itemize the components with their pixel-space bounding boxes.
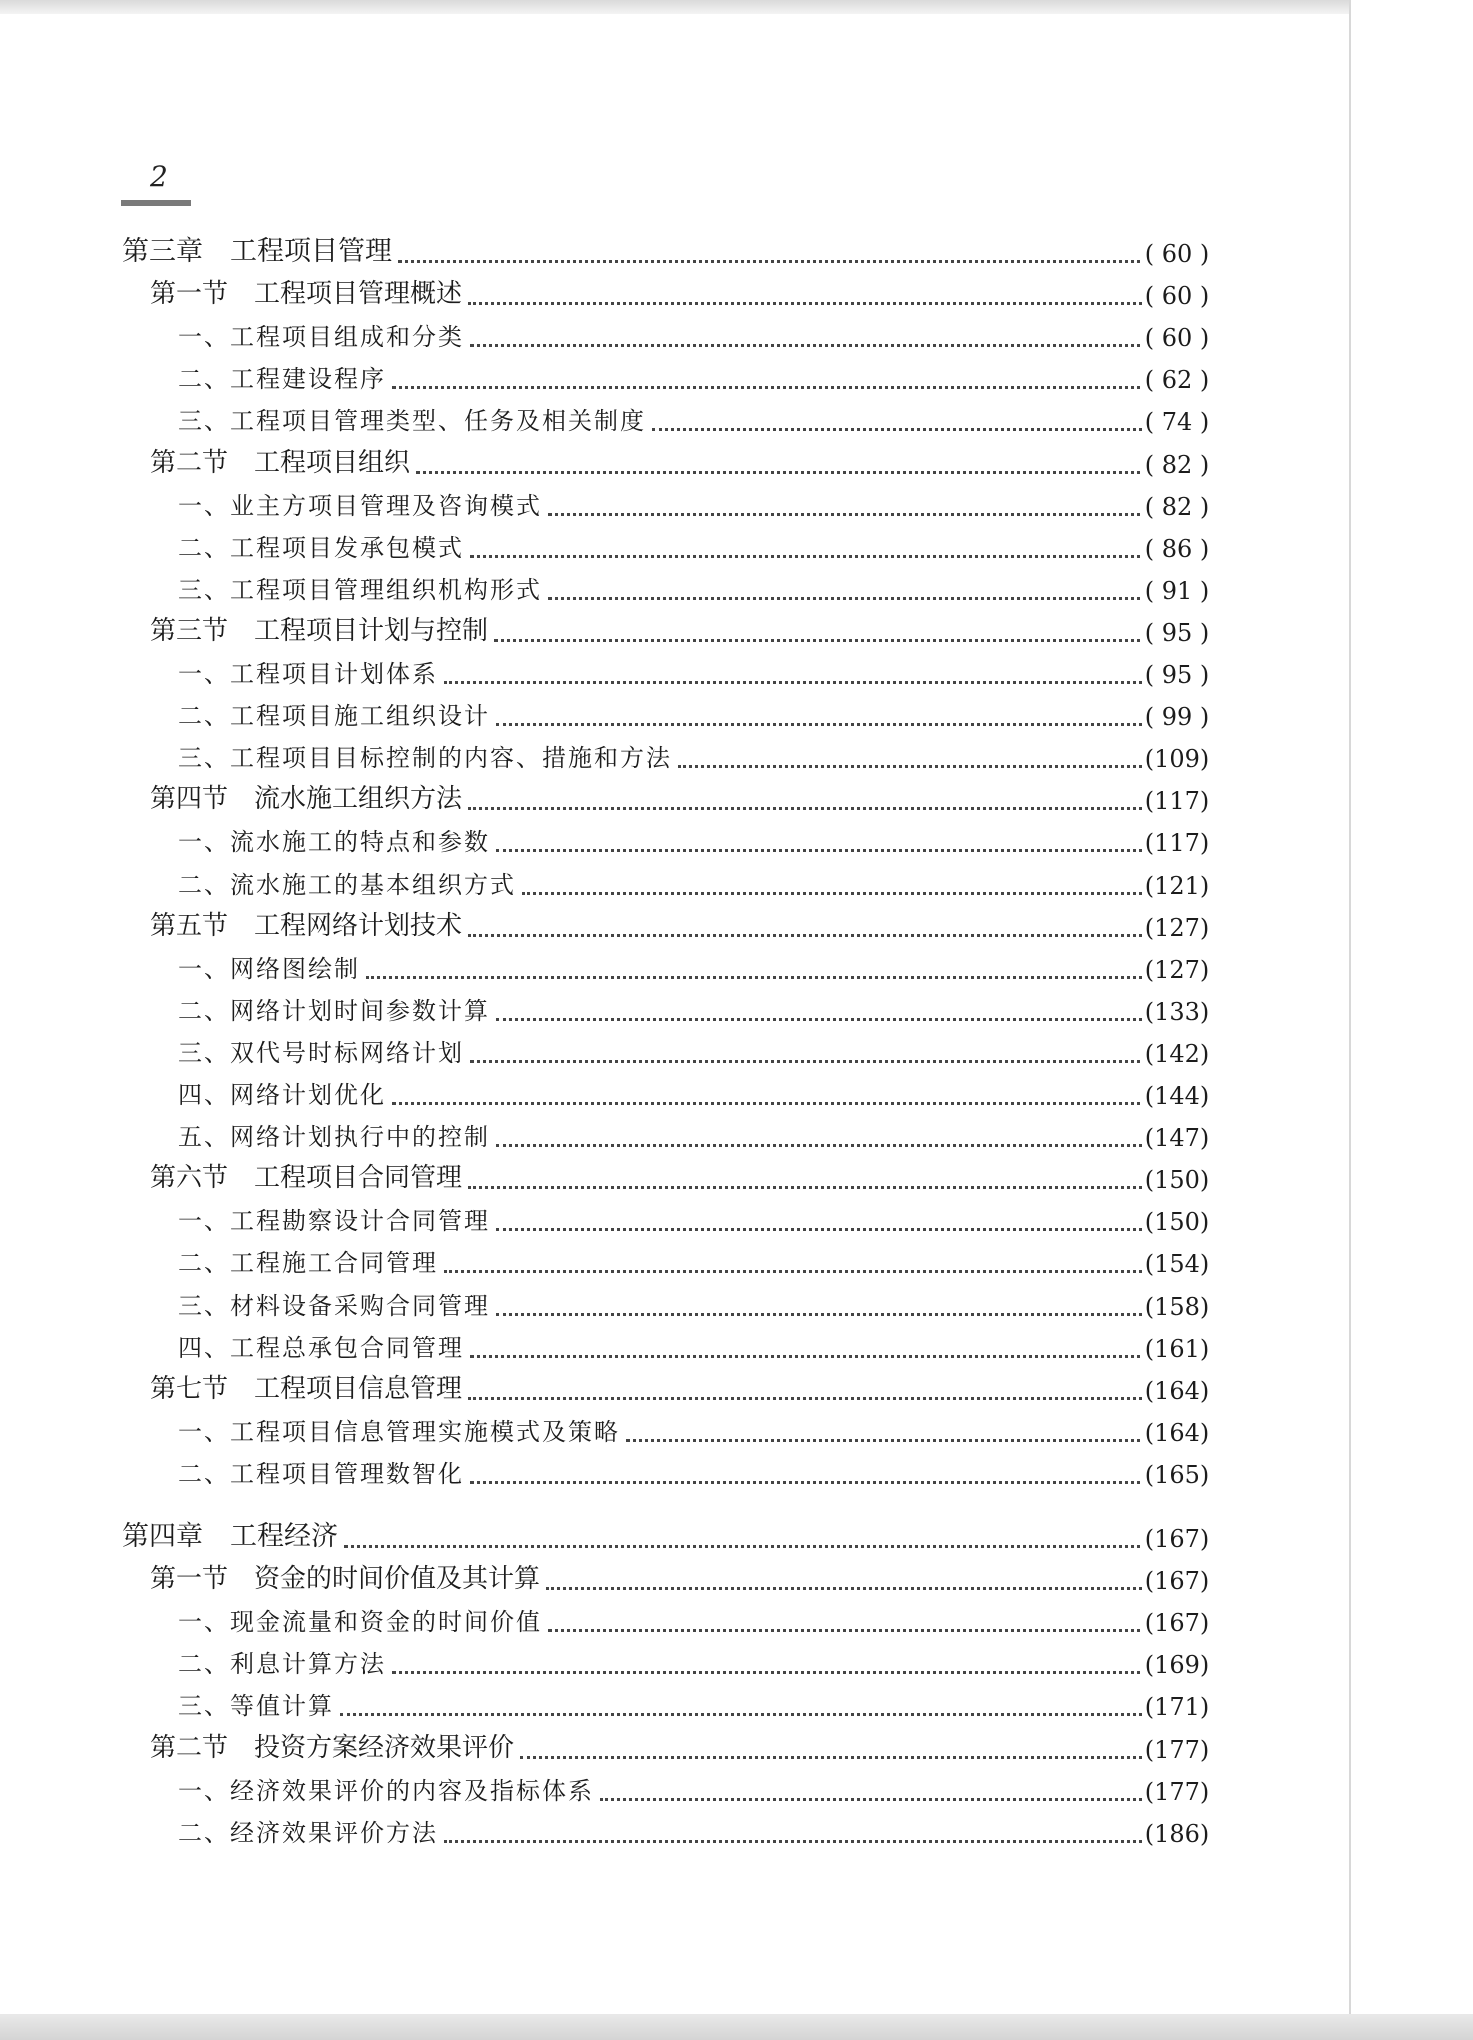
toc-entry-title: 三、双代号时标网络计划 bbox=[178, 1033, 466, 1068]
toc-entry-title: 三、工程项目管理类型、任务及相关制度 bbox=[178, 401, 648, 436]
toc-entry-title: 四、网络计划优化 bbox=[178, 1075, 388, 1110]
dot-leader bbox=[468, 1186, 1148, 1189]
toc-item-row bbox=[0, 948, 1473, 990]
toc-entry-title: 一、网络图绘制 bbox=[178, 949, 362, 984]
dot-leader bbox=[470, 1060, 1148, 1063]
dot-leader bbox=[548, 1629, 1148, 1632]
page-bottom-edge bbox=[0, 2014, 1473, 2040]
dot-leader bbox=[548, 513, 1148, 516]
toc-entry-title: 一、工程项目计划体系 bbox=[178, 654, 440, 689]
toc-entry-title: 五、网络计划执行中的控制 bbox=[178, 1117, 492, 1152]
toc-entry-page: (169) bbox=[1142, 1651, 1212, 1679]
toc-item-row bbox=[0, 569, 1473, 611]
dot-leader bbox=[496, 1228, 1148, 1231]
toc-item-row bbox=[0, 737, 1473, 779]
toc-entry-page: (164) bbox=[1142, 1419, 1212, 1447]
toc-entry-page: ( 60 ) bbox=[1142, 324, 1212, 352]
toc-entry-title: 二、工程项目施工组织设计 bbox=[178, 696, 492, 731]
toc-entry-page: (133) bbox=[1142, 998, 1212, 1026]
toc-item-row bbox=[0, 1285, 1473, 1327]
dot-leader bbox=[496, 1144, 1148, 1147]
dot-leader bbox=[468, 302, 1148, 305]
dot-leader bbox=[444, 1270, 1148, 1273]
dot-leader bbox=[600, 1798, 1148, 1801]
toc-entry-page: ( 82 ) bbox=[1142, 451, 1212, 479]
toc-entry-title: 四、工程总承包合同管理 bbox=[178, 1328, 466, 1363]
toc-entry-page: (167) bbox=[1142, 1567, 1212, 1595]
toc-entry-page: (154) bbox=[1142, 1250, 1212, 1278]
toc-entry-page: (167) bbox=[1142, 1609, 1212, 1637]
dot-leader bbox=[468, 807, 1148, 810]
toc-entry-title: 一、业主方项目管理及咨询模式 bbox=[178, 486, 544, 521]
toc-entry-title: 第四节 流水施工组织方法 bbox=[150, 778, 464, 815]
toc-item-row bbox=[0, 1812, 1473, 1854]
dot-leader bbox=[444, 1840, 1148, 1843]
toc-entry-title: 一、工程项目信息管理实施模式及策略 bbox=[178, 1412, 622, 1447]
dot-leader bbox=[496, 723, 1148, 726]
dot-leader bbox=[340, 1713, 1148, 1716]
dot-leader bbox=[548, 597, 1148, 600]
toc-entry-title: 二、经济效果评价方法 bbox=[178, 1813, 440, 1848]
toc-entry-title: 二、网络计划时间参数计算 bbox=[178, 991, 492, 1026]
toc-entry-page: ( 82 ) bbox=[1142, 493, 1212, 521]
toc-section-row bbox=[0, 1369, 1473, 1411]
toc-entry-page: ( 95 ) bbox=[1142, 619, 1212, 647]
dot-leader bbox=[496, 1313, 1148, 1316]
dot-leader bbox=[392, 1102, 1148, 1105]
toc-entry-page: (177) bbox=[1142, 1778, 1212, 1806]
dot-leader bbox=[344, 1545, 1148, 1548]
dot-leader bbox=[392, 1671, 1148, 1674]
dot-leader bbox=[496, 1018, 1148, 1021]
toc-entry-title: 一、流水施工的特点和参数 bbox=[178, 822, 492, 857]
toc-entry-page: (142) bbox=[1142, 1040, 1212, 1068]
dot-leader bbox=[678, 765, 1148, 768]
toc-entry-page: (144) bbox=[1142, 1082, 1212, 1110]
toc-entry-page: (127) bbox=[1142, 914, 1212, 942]
toc-section-row bbox=[0, 274, 1473, 316]
toc-item-row bbox=[0, 1411, 1473, 1453]
page-top-edge bbox=[0, 0, 1473, 14]
toc-item-row bbox=[0, 821, 1473, 863]
dot-leader bbox=[470, 555, 1148, 558]
toc-item-row bbox=[0, 1327, 1473, 1369]
toc-entry-title: 三、工程项目管理组织机构形式 bbox=[178, 570, 544, 605]
toc-entry-page: (158) bbox=[1142, 1293, 1212, 1321]
toc-section-row bbox=[0, 611, 1473, 653]
toc-item-row bbox=[0, 358, 1473, 400]
toc-item-row bbox=[0, 653, 1473, 695]
dot-leader bbox=[470, 344, 1148, 347]
dot-leader bbox=[494, 639, 1148, 642]
toc-entry-page: (164) bbox=[1142, 1377, 1212, 1405]
dot-leader bbox=[468, 1397, 1148, 1400]
toc-item-row bbox=[0, 864, 1473, 906]
dot-leader bbox=[366, 976, 1148, 979]
toc-item-row bbox=[0, 316, 1473, 358]
toc-item-row bbox=[0, 1601, 1473, 1643]
toc-entry-page: (177) bbox=[1142, 1736, 1212, 1764]
toc-item-row bbox=[0, 695, 1473, 737]
toc-item-row bbox=[0, 1074, 1473, 1116]
toc-entry-page: ( 86 ) bbox=[1142, 535, 1212, 563]
toc-entry-title: 一、工程项目组成和分类 bbox=[178, 317, 466, 352]
toc-item-row bbox=[0, 1770, 1473, 1812]
toc-entry-title: 第三章 工程项目管理 bbox=[122, 229, 394, 268]
toc-entry-title: 一、经济效果评价的内容及指标体系 bbox=[178, 1771, 596, 1806]
toc-entry-title: 第四章 工程经济 bbox=[122, 1514, 340, 1553]
toc-item-row bbox=[0, 1453, 1473, 1495]
toc-entry-title: 二、工程项目发承包模式 bbox=[178, 528, 466, 563]
toc-item-row bbox=[0, 485, 1473, 527]
toc-entry-page: (161) bbox=[1142, 1335, 1212, 1363]
toc-entry-title: 一、现金流量和资金的时间价值 bbox=[178, 1602, 544, 1637]
toc-section-row bbox=[0, 1728, 1473, 1770]
toc-section-row bbox=[0, 906, 1473, 948]
toc-entry-page: ( 60 ) bbox=[1142, 282, 1212, 310]
toc-entry-page: (165) bbox=[1142, 1461, 1212, 1489]
toc-item-row bbox=[0, 1116, 1473, 1158]
toc-item-row bbox=[0, 990, 1473, 1032]
page-number: 2 bbox=[150, 160, 168, 193]
toc-entry-title: 第二节 工程项目组织 bbox=[150, 442, 412, 479]
toc-entry-page: ( 62 ) bbox=[1142, 366, 1212, 394]
toc-entry-page: (117) bbox=[1142, 829, 1212, 857]
toc-entry-page: (150) bbox=[1142, 1208, 1212, 1236]
toc-entry-page: ( 60 ) bbox=[1142, 240, 1212, 268]
toc-item-row bbox=[0, 1200, 1473, 1242]
toc-item-row bbox=[0, 400, 1473, 442]
toc-entry-title: 一、工程勘察设计合同管理 bbox=[178, 1201, 492, 1236]
toc-entry-page: ( 91 ) bbox=[1142, 577, 1212, 605]
toc-entry-title: 第一节 资金的时间价值及其计算 bbox=[150, 1558, 542, 1595]
toc-entry-page: (117) bbox=[1142, 787, 1212, 815]
toc-entry-title: 第六节 工程项目合同管理 bbox=[150, 1157, 464, 1194]
dot-leader bbox=[496, 849, 1148, 852]
toc-entry-title: 三、材料设备采购合同管理 bbox=[178, 1286, 492, 1321]
toc-chapter-row bbox=[0, 1517, 1473, 1559]
toc-item-row bbox=[0, 1643, 1473, 1685]
dot-leader bbox=[546, 1587, 1148, 1590]
toc-chapter-row bbox=[0, 232, 1473, 274]
toc-section-row bbox=[0, 779, 1473, 821]
toc-entry-title: 第五节 工程网络计划技术 bbox=[150, 905, 464, 942]
dot-leader bbox=[468, 934, 1148, 937]
toc-section-row bbox=[0, 1559, 1473, 1601]
dot-leader bbox=[470, 1481, 1148, 1484]
toc-entry-title: 第三节 工程项目计划与控制 bbox=[150, 610, 490, 647]
toc-item-row bbox=[0, 527, 1473, 569]
toc-entry-title: 二、流水施工的基本组织方式 bbox=[178, 865, 518, 900]
dot-leader bbox=[626, 1439, 1148, 1442]
toc-section-row bbox=[0, 443, 1473, 485]
toc-item-row bbox=[0, 1032, 1473, 1074]
toc-entry-page: ( 95 ) bbox=[1142, 661, 1212, 689]
toc-entry-page: (171) bbox=[1142, 1693, 1212, 1721]
toc-entry-title: 二、工程建设程序 bbox=[178, 359, 388, 394]
toc-entry-title: 第二节 投资方案经济效果评价 bbox=[150, 1727, 516, 1764]
toc-entry-page: ( 99 ) bbox=[1142, 703, 1212, 731]
dot-leader bbox=[392, 386, 1148, 389]
toc-entry-page: (167) bbox=[1142, 1525, 1212, 1553]
dot-leader bbox=[470, 1355, 1148, 1358]
toc-entry-page: (121) bbox=[1142, 872, 1212, 900]
dot-leader bbox=[522, 892, 1148, 895]
toc-entry-page: ( 74 ) bbox=[1142, 408, 1212, 436]
toc-entry-title: 第七节 工程项目信息管理 bbox=[150, 1368, 464, 1405]
toc-entry-title: 第一节 工程项目管理概述 bbox=[150, 273, 464, 310]
toc-entry-page: (109) bbox=[1142, 745, 1212, 773]
dot-leader bbox=[520, 1756, 1148, 1759]
toc-entry-title: 三、工程项目目标控制的内容、措施和方法 bbox=[178, 738, 674, 773]
dot-leader bbox=[416, 471, 1148, 474]
toc-section-row bbox=[0, 1158, 1473, 1200]
toc-entry-page: (127) bbox=[1142, 956, 1212, 984]
dot-leader bbox=[398, 260, 1148, 263]
toc-item-row bbox=[0, 1685, 1473, 1727]
dot-leader bbox=[444, 681, 1148, 684]
dot-leader bbox=[652, 428, 1148, 431]
toc-entry-page: (147) bbox=[1142, 1124, 1212, 1152]
page-number-rule bbox=[121, 200, 191, 206]
toc-entry-title: 二、利息计算方法 bbox=[178, 1644, 388, 1679]
toc-entry-title: 二、工程施工合同管理 bbox=[178, 1243, 440, 1278]
toc-entry-title: 二、工程项目管理数智化 bbox=[178, 1454, 466, 1489]
toc-entry-title: 三、等值计算 bbox=[178, 1686, 336, 1721]
toc-item-row bbox=[0, 1242, 1473, 1284]
toc-entry-page: (186) bbox=[1142, 1820, 1212, 1848]
toc-entry-page: (150) bbox=[1142, 1166, 1212, 1194]
